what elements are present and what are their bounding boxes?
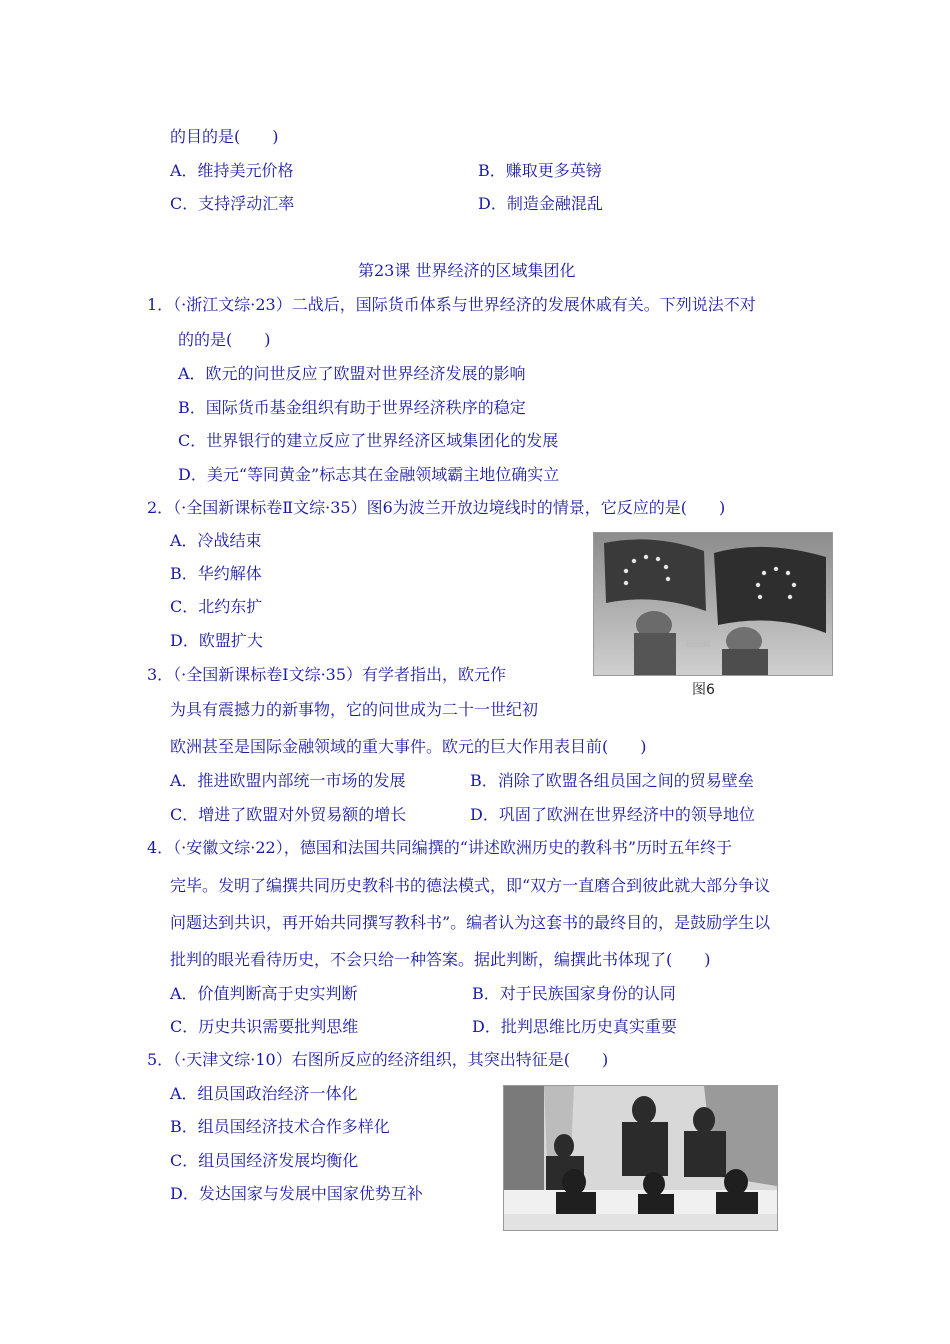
q1-stem-line2: 的的是( )	[178, 330, 271, 349]
q2-option-d: D．欧盟扩大	[170, 631, 263, 650]
q2-option-c: C．北约东扩	[170, 597, 263, 616]
q2-option-b: B．华约解体	[170, 564, 262, 583]
q5-option-c: C．组员国经济发展均衡化	[170, 1151, 359, 1170]
prev-option-b: B．赚取更多英镑	[478, 161, 602, 180]
prev-option-c: C．支持浮动汇率	[170, 194, 295, 213]
q4-stem-line1: 4．（·安徽文综·22），德国和法国共同编撰的“讲述欧洲历史的教科书”历时五年终于	[147, 838, 733, 857]
q4-option-a: A．价值判断高于史实判断	[170, 984, 358, 1003]
q3-option-a: A．推进欧盟内部统一市场的发展	[170, 771, 406, 790]
figure-6-photo	[593, 532, 833, 676]
q5-stem: 5．（·天津文综·10）右图所反应的经济组织，其突出特征是( )	[147, 1050, 609, 1069]
q3-stem-line2: 为具有震撼力的新事物，它的问世成为二十一世纪初	[170, 700, 539, 719]
prev-option-a: A．维持美元价格	[170, 161, 294, 180]
q3-option-b: B．消除了欧盟各组员国之间的贸易壁垒	[470, 771, 754, 790]
q4-option-c: C．历史共识需要批判思维	[170, 1017, 359, 1036]
q1-option-d: D．美元“等同黄金”标志其在金融领域霸主地位确实立	[178, 465, 560, 484]
q1-option-a: A．欧元的问世反应了欧盟对世界经济发展的影响	[178, 364, 526, 383]
q4-option-b: B．对于民族国家身份的认同	[472, 984, 676, 1003]
q1-option-c: C．世界银行的建立反应了世界经济区域集团化的发展	[178, 431, 559, 450]
q3-stem-line1: 3．（·全国新课标卷Ⅰ文综·35）有学者指出，欧元作	[147, 665, 507, 684]
q2-option-a: A．冷战结束	[170, 531, 262, 550]
q4-stem-line4: 批判的眼光看待历史，不会只给一种答案。据此判断，编撰此书体现了( )	[170, 950, 711, 969]
q3-stem-line3: 欧洲甚至是国际金融领域的重大事件。欧元的巨大作用表目前( )	[170, 737, 647, 756]
q3-option-c: C．增进了欧盟对外贸易额的增长	[170, 805, 407, 824]
lesson-title: 第23课 世界经济的区域集团化	[358, 261, 576, 280]
q5-option-b: B．组员国经济技术合作多样化	[170, 1117, 390, 1136]
q2-stem: 2．（·全国新课标卷Ⅱ文综·35）图6为波兰开放边境线时的情景，它反应的是( )	[147, 498, 726, 517]
q3-option-d: D．巩固了欧洲在世界经济中的领导地位	[470, 805, 755, 824]
q4-stem-line3: 问题达到共识，再开始共同撰写教科书”。编者认为这套书的最终目的，是鼓励学生以	[170, 913, 771, 932]
figure-6-caption: 图6	[692, 682, 715, 698]
prev-option-d: D．制造金融混乱	[478, 194, 603, 213]
q4-option-d: D．批判思维比历史真实重要	[472, 1017, 677, 1036]
q5-signing-photo	[503, 1085, 778, 1231]
q1-stem-line1: 1．（·浙江文综·23）二战后，国际货币体系与世界经济的发展休戚有关。下列说法不对	[147, 295, 756, 314]
q5-option-d: D．发达国家与发展中国家优势互补	[170, 1184, 423, 1203]
q5-option-a: A．组员国政治经济一体化	[170, 1084, 358, 1103]
q4-stem-line2: 完毕。发明了编撰共同历史教科书的德法模式，即“双方一直磨合到彼此就大部分争议	[170, 876, 771, 895]
q1-option-b: B．国际货币基金组织有助于世界经济秩序的稳定	[178, 398, 526, 417]
prev-question-stem: 的目的是( )	[170, 127, 279, 146]
